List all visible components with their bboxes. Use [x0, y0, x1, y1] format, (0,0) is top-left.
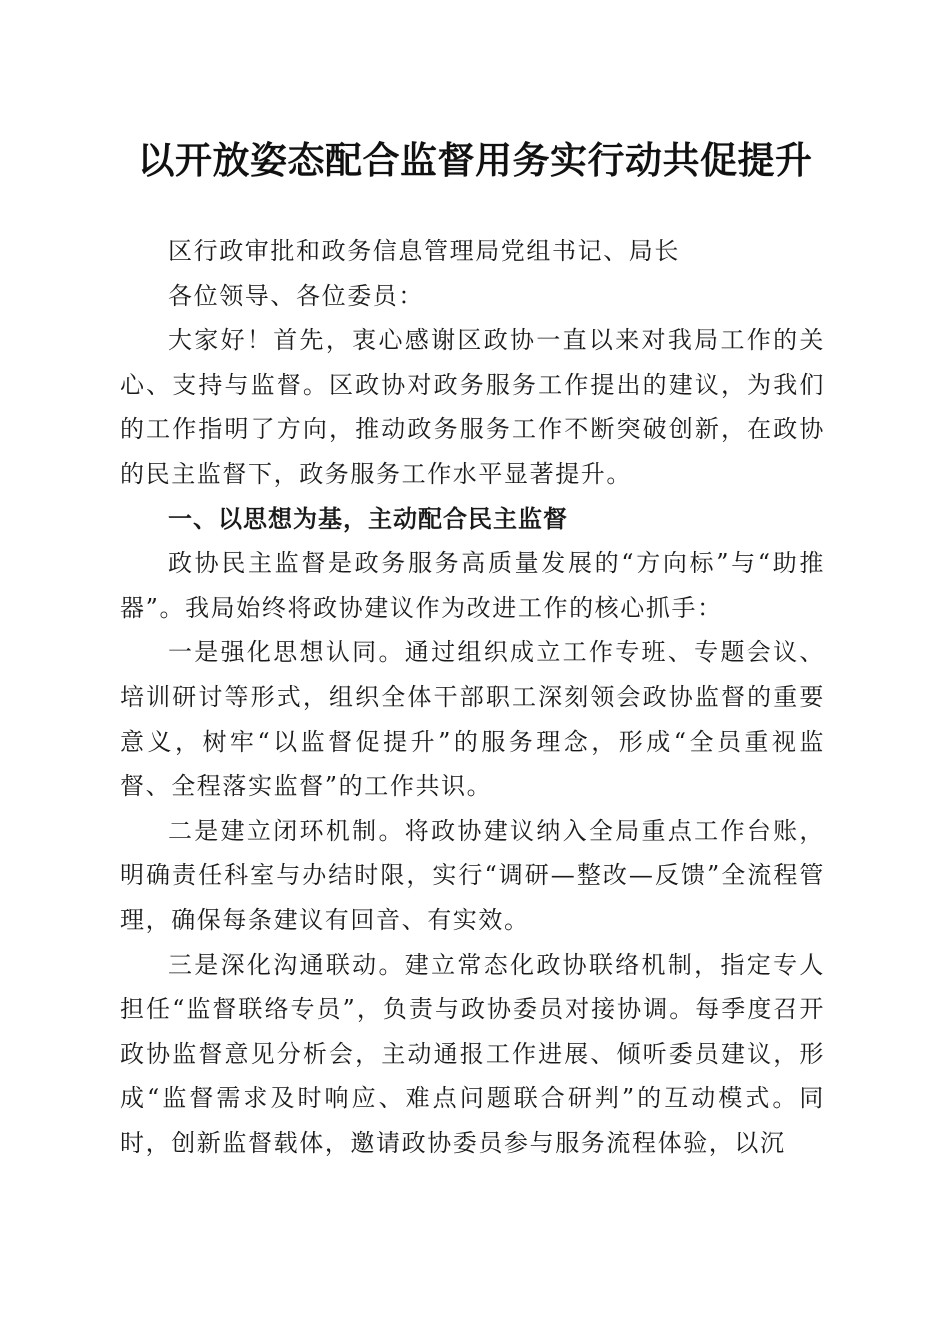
intro-paragraph: 大家好！首先，衷心感谢区政协一直以来对我局工作的关心、支持与监督。区政协对政务服务工作提出的建议，为我们的工作指明了方向，推动政务服务工作不断突破创新，在政协的民主监督下，政务服务工作水平显著提升。: [120, 326, 825, 488]
section-1-intro: 政协民主监督是政务服务高质量发展的“方向标”与“助推器”。我局始终将政协建议作为改进工作的核心抓手：: [120, 549, 825, 622]
point-3-lead: 三是深化沟通联动。: [168, 950, 405, 979]
salutation: 各位领导、各位委员：: [168, 281, 424, 310]
author-line: 区行政审批和政务信息管理局党组书记、局长: [168, 237, 680, 265]
point-1-text: 通过组织成立工作专班、专题会议、培训研讨等形式，组织全体干部职工深刻领会政协监督的重要意义，树牢“以监督促提升”的服务理念，形成“全员重视监督、全程落实监督”的工作共识。: [120, 638, 825, 801]
section-heading-1: 一、以思想为基，主动配合民主监督: [168, 504, 568, 533]
point-3-paragraph: [120, 943, 825, 1166]
point-2-text: 将政协建议纳入全局重点工作台账，明确责任科室与办结时限，实行“调研—整改—反馈”全流程管理，确保每条建议有回音、有实效。: [120, 816, 825, 934]
document-body: [120, 229, 825, 1165]
point-2-lead: 二是建立闭环机制。: [168, 816, 405, 845]
document-title: 以开放姿态配合监督用务实行动共促提升: [137, 138, 813, 182]
point-3-text: 建立常态化政协联络机制，指定专人担任“监督联络专员”，负责与政协委员对接协调。每季度召开政协监督意见分析会，主动通报工作进展、倾听委员建议，形成“监督需求及时响应、难点问题联合研判”的互动模式。同时，创新监督载体，邀请政协委员参与服务流程体验，以沉: [120, 950, 825, 1157]
point-1-lead: 一是强化思想认同。: [168, 638, 405, 667]
point-2-paragraph: [120, 809, 825, 943]
point-1-paragraph: [120, 630, 825, 808]
